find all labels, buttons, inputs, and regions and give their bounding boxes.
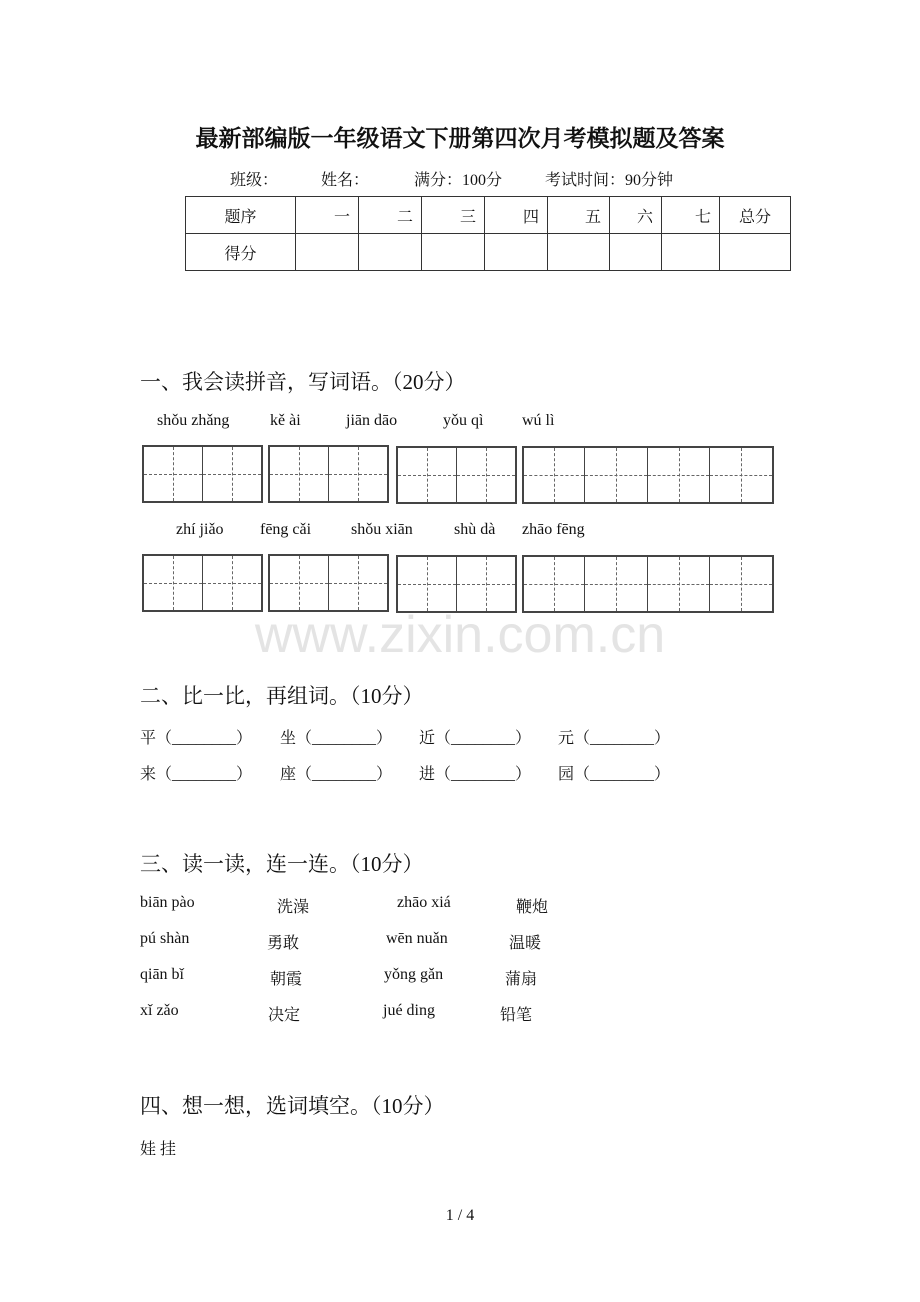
match-word[interactable]: 蒲扇 [505, 971, 538, 988]
score-cell[interactable] [662, 234, 720, 271]
pinyin: jiān dāo [346, 412, 398, 429]
writing-grid[interactable] [142, 445, 263, 503]
table-row [186, 234, 791, 271]
match-word[interactable]: 鞭炮 [516, 899, 549, 916]
match-pinyin[interactable]: wēn nuǎn [386, 930, 448, 947]
page-number: 1 / 4 [445, 1207, 475, 1224]
score-cell[interactable] [296, 234, 359, 271]
section-2-heading: 二、比一比，再组词。（10分） [140, 684, 424, 708]
writing-grid[interactable] [268, 445, 389, 503]
pinyin: zhāo fēng [522, 521, 585, 538]
pinyin: shǒu zhǎng [157, 412, 230, 429]
table-header: 题序 [186, 197, 296, 234]
score-cell[interactable] [485, 234, 548, 271]
fill-blank[interactable]: 园（________） [558, 766, 671, 783]
match-pinyin[interactable]: zhāo xiá [397, 894, 451, 911]
match-pinyin[interactable]: biān pào [140, 894, 195, 911]
score-cell[interactable] [422, 234, 485, 271]
match-word[interactable]: 决定 [268, 1007, 301, 1024]
match-pinyin[interactable]: xǐ zǎo [140, 1002, 179, 1019]
pinyin: zhí jiǎo [176, 521, 224, 538]
table-header: 六 [610, 197, 662, 234]
table-header: 一 [296, 197, 359, 234]
table-row [186, 197, 791, 234]
score-cell[interactable] [359, 234, 422, 271]
match-word[interactable]: 洗澡 [277, 899, 310, 916]
table-header: 总分 [720, 197, 791, 234]
match-pinyin[interactable]: pú shàn [140, 930, 190, 947]
match-pinyin[interactable]: jué ding [383, 1002, 435, 1019]
table-header: 二 [359, 197, 422, 234]
fill-blank[interactable]: 坐（________） [280, 730, 393, 747]
match-word[interactable]: 勇敢 [267, 935, 300, 952]
pinyin: shǒu xiān [351, 521, 413, 538]
exam-time-label: 考试时间：90分钟 [545, 172, 674, 189]
table-header: 五 [548, 197, 610, 234]
score-cell[interactable] [720, 234, 791, 271]
score-row-label: 得分 [186, 234, 296, 271]
fill-blank[interactable]: 座（________） [280, 766, 393, 783]
full-score-label: 满分：100分 [414, 172, 503, 189]
writing-grid[interactable] [268, 554, 389, 612]
writing-grid[interactable] [522, 446, 774, 504]
fill-blank[interactable]: 元（________） [558, 730, 671, 747]
class-label: 班级： [230, 172, 279, 189]
fill-blank[interactable]: 来（________） [140, 766, 253, 783]
fill-blank[interactable]: 近（________） [419, 730, 532, 747]
pinyin: yǒu qì [443, 412, 484, 429]
fill-blank[interactable]: 进（________） [419, 766, 532, 783]
match-pinyin[interactable]: qiān bǐ [140, 966, 184, 983]
pinyin: kě ài [270, 412, 301, 429]
pinyin: fēng cǎi [260, 521, 312, 538]
word-choices: 娃 挂 [140, 1141, 177, 1158]
writing-grid[interactable] [142, 554, 263, 612]
document-title: 最新部编版一年级语文下册第四次月考模拟题及答案 [195, 126, 725, 151]
score-table [185, 196, 791, 271]
match-word[interactable]: 朝霞 [270, 971, 303, 988]
fill-blank[interactable]: 平（________） [140, 730, 253, 747]
section-1-heading: 一、我会读拼音，写词语。（20分） [140, 370, 466, 394]
score-cell[interactable] [548, 234, 610, 271]
score-cell[interactable] [610, 234, 662, 271]
writing-grid[interactable] [396, 446, 517, 504]
match-word[interactable]: 温暖 [509, 935, 542, 952]
pinyin: wú lì [522, 412, 555, 429]
match-word[interactable]: 铅笔 [500, 1007, 533, 1024]
match-pinyin[interactable]: yǒng gǎn [384, 966, 444, 983]
table-header: 四 [485, 197, 548, 234]
name-label: 姓名： [321, 172, 370, 189]
section-3-heading: 三、读一读，连一连。（10分） [140, 852, 424, 876]
table-header: 三 [422, 197, 485, 234]
watermark: www.zixin.com.cn [254, 606, 666, 664]
table-header: 七 [662, 197, 720, 234]
section-4-heading: 四、想一想，选词填空。（10分） [140, 1094, 445, 1118]
pinyin: shù dà [454, 521, 496, 538]
